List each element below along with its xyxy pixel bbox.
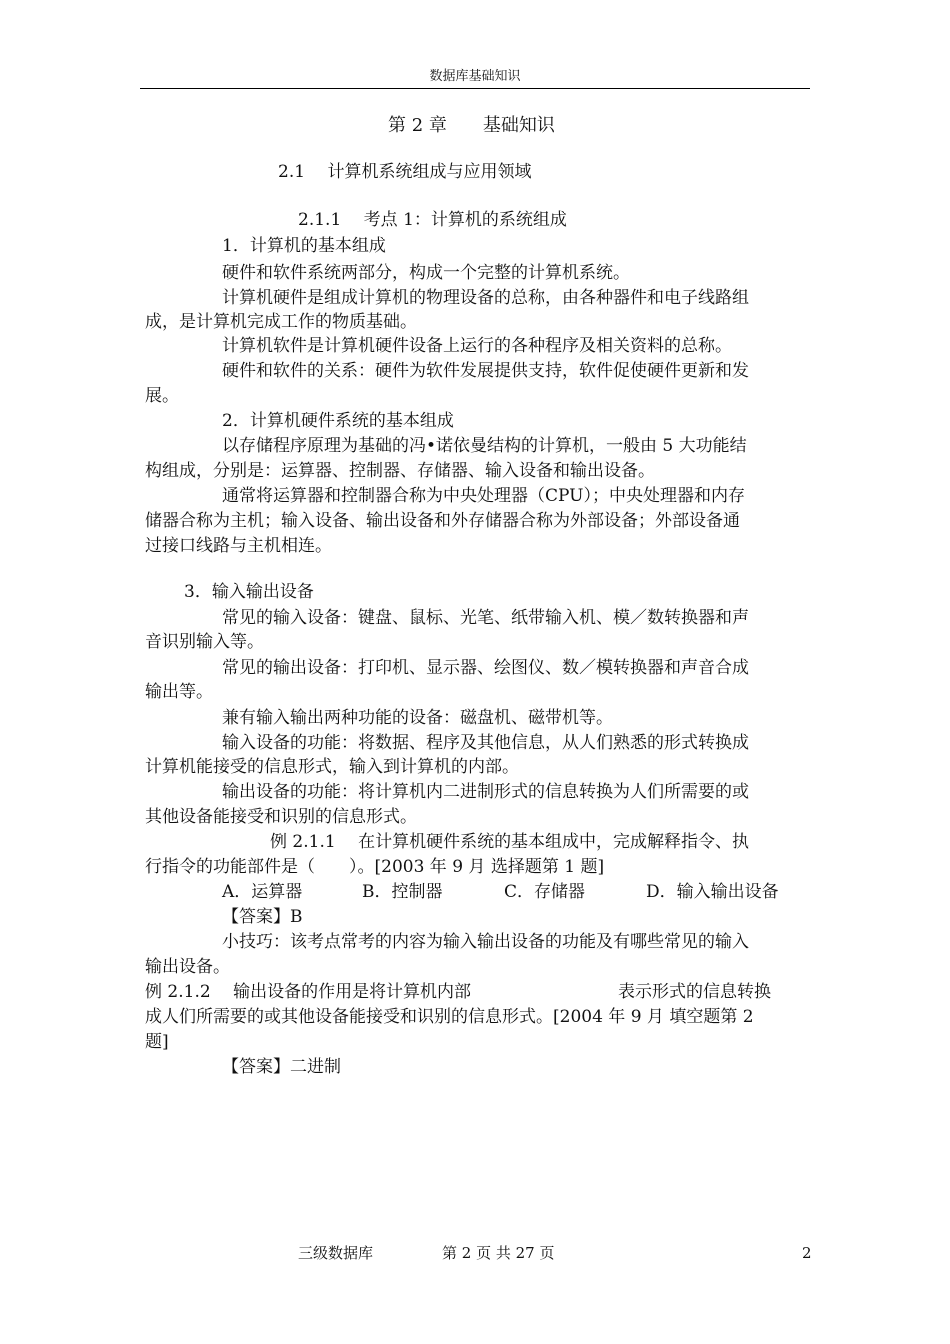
example-question: 例 2.1.2 输出设备的作用是将计算机内部	[145, 982, 472, 1002]
section-title: 2.1 计算机系统组成与应用领域	[278, 162, 532, 182]
paragraph-line: 硬件和软件的关系：硬件为软件发展提供支持，软件促使硬件更新和发	[222, 361, 749, 381]
paragraph-line: 以存储程序原理为基础的冯•诺依曼结构的计算机，一般由 5 大功能结	[222, 436, 747, 456]
paragraph-line: 硬件和软件系统两部分，构成一个完整的计算机系统。	[222, 263, 630, 283]
paragraph-line: 计算机硬件是组成计算机的物理设备的总称，由各种器件和电子线路组	[222, 288, 749, 308]
header-rule	[140, 88, 810, 89]
answer-line: 【答案】B	[222, 907, 303, 927]
option-a: A．运算器	[222, 882, 303, 902]
paragraph-line: 输出设备的功能：将计算机内二进制形式的信息转换为人们所需要的或	[222, 782, 749, 802]
option-c: C．存储器	[504, 882, 586, 902]
paragraph-line: 输入设备的功能：将数据、程序及其他信息，从人们熟悉的形式转换成	[222, 733, 749, 753]
paragraph-line: 计算机能接受的信息形式，输入到计算机的内部。	[145, 757, 519, 777]
example-question: 行指令的功能部件是（ ）。[2003 年 9 月 选择题第 1 题]	[145, 857, 605, 877]
paragraph-line: 过接口线路与主机相连。	[145, 536, 332, 556]
heading-io-devices: 3．输入输出设备	[184, 582, 314, 602]
footer-page-info: 第 2 页 共 27 页	[442, 1244, 555, 1262]
example-question: 例 2.1.1 在计算机硬件系统的基本组成中，完成解释指令、执	[270, 832, 750, 852]
chapter-title: 第 2 章 基础知识	[388, 115, 555, 136]
footer-left: 三级数据库	[298, 1244, 374, 1262]
option-d: D．输入输出设备	[646, 882, 779, 902]
paragraph-line: 计算机软件是计算机硬件设备上运行的各种程序及相关资料的总称。	[222, 336, 732, 356]
paragraph-line: 构组成，分别是：运算器、控制器、存储器、输入设备和输出设备。	[145, 461, 655, 481]
paragraph-line: 储器合称为主机；输入设备、输出设备和外存储器合称为外部设备；外部设备通	[145, 511, 740, 531]
heading-hardware-composition: 2．计算机硬件系统的基本组成	[222, 411, 454, 431]
running-header: 数据库基础知识	[429, 69, 521, 84]
tip-line: 小技巧：该考点常考的内容为输入输出设备的功能及有哪些常见的输入	[222, 932, 749, 952]
footer-page-number: 2	[802, 1244, 812, 1262]
paragraph-line: 常见的输入设备：键盘、鼠标、光笔、纸带输入机、模／数转换器和声	[222, 608, 749, 628]
paragraph-line: 其他设备能接受和识别的信息形式。	[145, 807, 417, 827]
tip-line: 输出设备。	[145, 957, 230, 977]
paragraph-line: 通常将运算器和控制器合称为中央处理器（CPU）；中央处理器和内存	[222, 486, 745, 506]
paragraph-line: 输出等。	[145, 682, 213, 702]
heading-basic-composition: 1．计算机的基本组成	[222, 236, 386, 256]
answer-options	[222, 880, 779, 904]
paragraph-line: 展。	[145, 386, 179, 406]
answer-line: 【答案】二进制	[222, 1057, 341, 1077]
option-b: B．控制器	[362, 882, 443, 902]
example-question: 成人们所需要的或其他设备能接受和识别的信息形式。[2004 年 9 月 填空题第 2	[145, 1007, 754, 1027]
paragraph-line: 兼有输入输出两种功能的设备：磁盘机、磁带机等。	[222, 708, 613, 728]
example-question: 题]	[145, 1032, 169, 1052]
paragraph-line: 音识别输入等。	[145, 632, 264, 652]
paragraph-line: 成，是计算机完成工作的物质基础。	[145, 312, 417, 332]
paragraph-line: 常见的输出设备：打印机、显示器、绘图仪、数／模转换器和声音合成	[222, 658, 749, 678]
subsection-title: 2.1.1 考点 1：计算机的系统组成	[298, 210, 567, 230]
example-question-tail: 表示形式的信息转换	[618, 982, 771, 1002]
